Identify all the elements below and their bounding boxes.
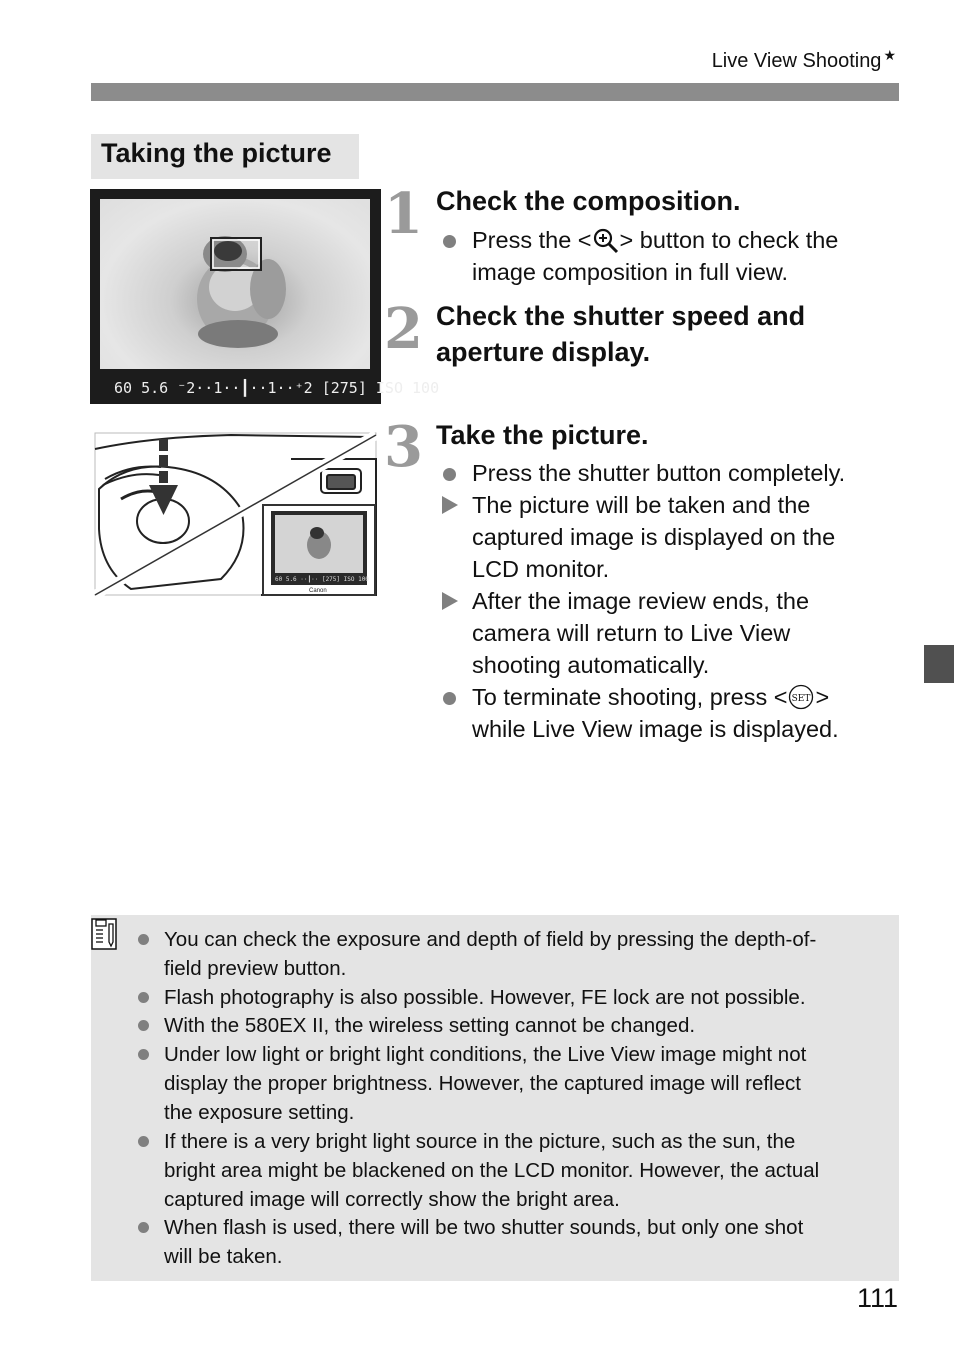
bullet-dot-icon <box>138 1222 149 1233</box>
note-item: When flash is used, there will be two shutter sounds, but only one shot will be taken. <box>138 1213 883 1271</box>
step-3-result-1: The picture will be taken and the captured image is displayed on the LCD monitor. <box>440 489 835 585</box>
bullet-dot-icon <box>443 468 456 481</box>
result-arrow-icon <box>442 496 458 514</box>
camera-illustration <box>91 429 380 599</box>
running-header <box>711 47 896 73</box>
bullet-dot-icon <box>443 235 456 248</box>
step-1-title: Check the composition. <box>436 186 741 216</box>
running-header-text: Live View Shooting <box>711 50 882 72</box>
bullet-dot-icon <box>138 1136 149 1147</box>
bullet-dot-icon <box>138 1049 149 1060</box>
step-2-title: Check the shutter speed and aperture display. <box>436 301 806 367</box>
step-3-result-2: After the image review ends, the camera will return to Live View shooting automatically. <box>440 585 809 681</box>
step-3-title: Take the picture. <box>436 420 649 450</box>
live-view-photo <box>90 189 440 404</box>
step-number-3: 3 <box>384 414 423 480</box>
lcd-readout: 60 5.6 ··┃·· [275] ISO 100 <box>275 576 369 583</box>
bullet-dot-icon <box>138 992 149 1003</box>
page-number: 111 <box>856 1283 898 1313</box>
result-arrow-icon <box>442 592 458 610</box>
live-view-screen <box>100 199 370 369</box>
star-icon: ★ <box>883 47 896 63</box>
chapter-tab <box>924 645 954 683</box>
note-item: You can check the exposure and depth of field by pressing the depth-of- field preview button. <box>138 925 883 983</box>
set-button-icon <box>787 684 815 710</box>
step-3-bullet-1: Press the shutter button completely. <box>440 457 845 489</box>
bullet-dot-icon <box>443 692 456 705</box>
svg-text:SET: SET <box>792 694 811 704</box>
bird-figurine-image <box>100 199 370 369</box>
canon-logo: Canon <box>309 588 327 594</box>
step-number-2: 2 <box>384 296 423 362</box>
bullet-dot-icon <box>138 934 149 945</box>
exposure-readout: 60 5.6 ⁻2··1··┃··1··⁺2 [275] ISO 100 <box>114 379 440 397</box>
note-item: Flash photography is also possible. However, FE lock are not possible. <box>138 983 883 1012</box>
magnify-plus-icon <box>592 227 620 253</box>
step-3-bullet-2: To terminate shooting, press < SET > while Live View image is displayed. <box>440 681 839 745</box>
step-number-1: 1 <box>384 181 423 247</box>
note-memo-icon <box>91 918 117 950</box>
step-1-bullet-1: Press the < > button to check the image composition in full view. <box>440 224 838 288</box>
note-item: If there is a very bright light source in the picture, such as the sun, the bright area might be blackened on the LCD monitor. However, the actual captured image will correctly show the bright area. <box>138 1127 883 1214</box>
note-item: Under low light or bright light conditions, the Live View image might not display the proper brightness. However, the captured image will reflect the exposure setting. <box>138 1040 883 1127</box>
note-item: With the 580EX II, the wireless setting cannot be changed. <box>138 1011 883 1040</box>
section-title: Taking the picture <box>101 138 332 168</box>
header-rule <box>91 83 899 101</box>
bullet-dot-icon <box>138 1020 149 1031</box>
